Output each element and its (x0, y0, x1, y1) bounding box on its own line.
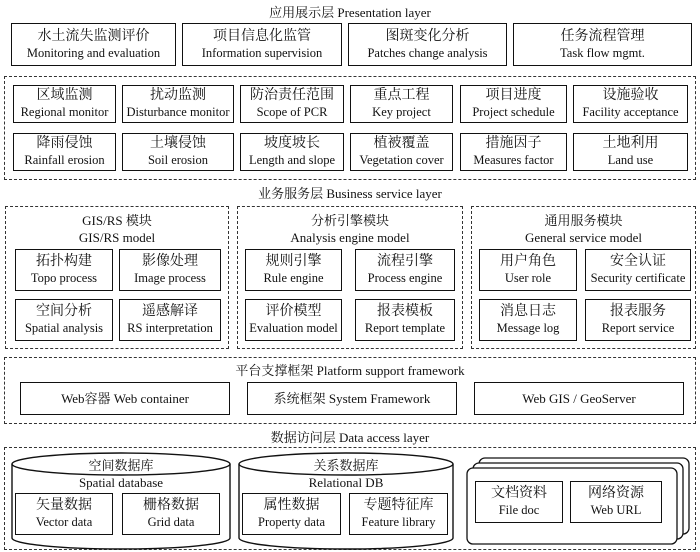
analysis-engine-module-title-zh: 分析引擎模块 (310, 213, 389, 228)
box-label-zh: 规则引擎 (265, 254, 322, 269)
box-label-zh: 网络资源 (588, 486, 644, 501)
box-label-en: Vegetation cover (359, 153, 444, 167)
box-label-en: Land use (607, 153, 654, 167)
process-engine-box (355, 249, 455, 291)
box-label-zh: 栅格数据 (143, 498, 199, 513)
general-service-module-title-en: General service model (525, 230, 642, 245)
box-label-zh: 遥感解译 (142, 304, 198, 319)
facility-acceptance-box (573, 85, 688, 123)
box-label-zh: 坡度坡长 (264, 136, 320, 151)
box-label-zh: 土壤侵蚀 (150, 136, 206, 151)
box-label-zh: 报表模板 (377, 304, 433, 319)
box-label-en: Image process (134, 271, 206, 285)
box-label-zh: 安全认证 (610, 254, 666, 269)
box-label-en: Evaluation model (249, 321, 338, 335)
report-template-box (355, 299, 455, 341)
web-gis-geoserver-box (474, 382, 684, 415)
file-doc-box (475, 481, 563, 523)
box-label-en: Task flow mgmt. (560, 45, 645, 60)
information-supervision-box (182, 23, 342, 66)
box-label-en: Project schedule (472, 105, 555, 119)
box-label-zh: 空间分析 (36, 304, 92, 319)
box-label-zh: 矢量数据 (36, 498, 92, 513)
rule-engine-box (245, 249, 342, 291)
user-role-box (479, 249, 577, 291)
box-label-en: Topo process (30, 271, 98, 285)
box-label-en: Web URL (590, 503, 642, 517)
vegetation-cover-box (350, 133, 453, 171)
business-layer-title: 业务服务层 Business service layer (258, 186, 442, 201)
box-label-zh: 报表服务 (610, 304, 666, 319)
box-label-zh: 属性数据 (263, 498, 320, 513)
spatial-database-title-en: Spatial database (78, 475, 164, 490)
monitoring-evaluation-box (11, 23, 176, 66)
evaluation-model-box (245, 299, 342, 341)
box-label-en: Length and slope (248, 153, 336, 167)
box-label-zh: 土地利用 (602, 136, 659, 151)
box-label-en: Process engine (367, 271, 443, 285)
grid-data-box (122, 493, 220, 535)
gis-rs-module-title-en: GIS/RS model (78, 230, 156, 245)
box-label-en: Spatial analysis (24, 321, 104, 335)
box-label-zh: 图斑变化分析 (385, 28, 470, 44)
box-label-en: Information supervision (201, 45, 323, 60)
analysis-engine-module-title-en: Analysis engine model (290, 230, 410, 245)
rainfall-erosion-box (13, 133, 116, 171)
scope-pcr-box (240, 85, 344, 123)
box-label-en: Patches change analysis (367, 45, 488, 60)
feature-library-box (349, 493, 448, 535)
gis-rs-module-title-zh: GIS/RS 模块 (82, 213, 152, 228)
spatial-analysis-box (15, 299, 113, 341)
soil-erosion-box (122, 133, 234, 171)
box-label-en: Scope of PCR (256, 105, 328, 119)
box-label: Web容器 Web container (61, 391, 189, 406)
box-label-zh: 评价模型 (265, 304, 322, 319)
web-url-box (570, 481, 662, 523)
box-label-en: Report template (364, 321, 446, 335)
key-project-box (350, 85, 453, 123)
land-use-box (573, 133, 688, 171)
measures-factor-box (460, 133, 567, 171)
image-process-box (119, 249, 221, 291)
platform-layer-title: 平台支撑框架 Platform support framework (235, 363, 465, 378)
box-label-zh: 影像处理 (142, 254, 198, 269)
box-label-zh: 降雨侵蚀 (36, 136, 93, 151)
task-flow-box (513, 23, 692, 66)
box-label-zh: 设施验收 (602, 88, 659, 103)
system-framework-box (247, 382, 457, 415)
box-label-zh: 措施因子 (485, 136, 542, 151)
box-label-zh: 水土流失监测评价 (37, 28, 150, 44)
box-label-zh: 消息日志 (500, 304, 556, 319)
property-data-box (242, 493, 341, 535)
length-slope-box (240, 133, 344, 171)
box-label-zh: 区域监测 (36, 88, 93, 103)
data-access-layer-title: 数据访问层 Data access layer (270, 430, 430, 445)
box-label-zh: 拓扑构建 (36, 254, 92, 269)
relational-db-title-zh: 关系数据库 (313, 458, 379, 473)
box-label-zh: 植被覆盖 (373, 136, 430, 151)
box-label-en: Disturbance monitor (126, 105, 230, 119)
web-container-box (20, 382, 230, 415)
spatial-database-title-zh: 空间数据库 (88, 458, 154, 473)
rs-interpretation-box (119, 299, 221, 341)
box-label-en: User role (504, 271, 552, 285)
box-label-zh: 任务流程管理 (560, 28, 645, 44)
topo-process-box (15, 249, 113, 291)
box-label-en: Facility acceptance (582, 105, 679, 119)
box-label: Web GIS / GeoServer (522, 391, 636, 406)
box-label-en: Message log (496, 321, 560, 335)
box-label-en: Key project (372, 105, 431, 119)
box-label-zh: 扰动监测 (150, 88, 206, 103)
project-schedule-box (460, 85, 567, 123)
box-label-zh: 项目信息化监管 (213, 28, 311, 44)
box-label-en: Soil erosion (147, 153, 209, 167)
box-label-zh: 重点工程 (373, 88, 430, 103)
box-label-en: RS interpretation (127, 321, 213, 335)
presentation-layer-title: 应用展示层 Presentation layer (269, 5, 431, 20)
box-label-zh: 文档资料 (491, 486, 547, 501)
box-label-en: Vector data (35, 515, 93, 529)
vector-data-box (15, 493, 113, 535)
box-label-zh: 项目进度 (485, 88, 542, 103)
message-log-box (479, 299, 577, 341)
general-service-module-title-zh: 通用服务模块 (544, 213, 623, 228)
box-label-en: Regional monitor (20, 105, 109, 119)
relational-db-title-en: Relational DB (308, 475, 384, 490)
box-label-zh: 流程引擎 (377, 254, 433, 269)
box-label-zh: 用户角色 (500, 254, 556, 269)
box-label-zh: 专题特征库 (363, 498, 434, 513)
report-service-box (585, 299, 691, 341)
box-label-en: Feature library (361, 515, 436, 529)
box-label-en: Property data (258, 515, 325, 529)
box-label-en: Security certificate (590, 271, 686, 285)
box-label-en: Report service (601, 321, 675, 335)
patches-change-box (348, 23, 507, 66)
box-label-en: Monitoring and evaluation (26, 45, 161, 60)
box-label-en: Measures factor (473, 153, 554, 167)
box-label-zh: 防治责任范围 (250, 88, 334, 103)
regional-monitor-box (13, 85, 116, 123)
box-label: 系统框架 System Framework (273, 391, 431, 406)
disturbance-monitor-box (122, 85, 234, 123)
security-certificate-box (585, 249, 691, 291)
box-label-en: Rule engine (263, 271, 324, 285)
box-label-en: File doc (498, 503, 540, 517)
box-label-en: Rainfall erosion (24, 153, 105, 167)
box-label-en: Grid data (147, 515, 195, 529)
